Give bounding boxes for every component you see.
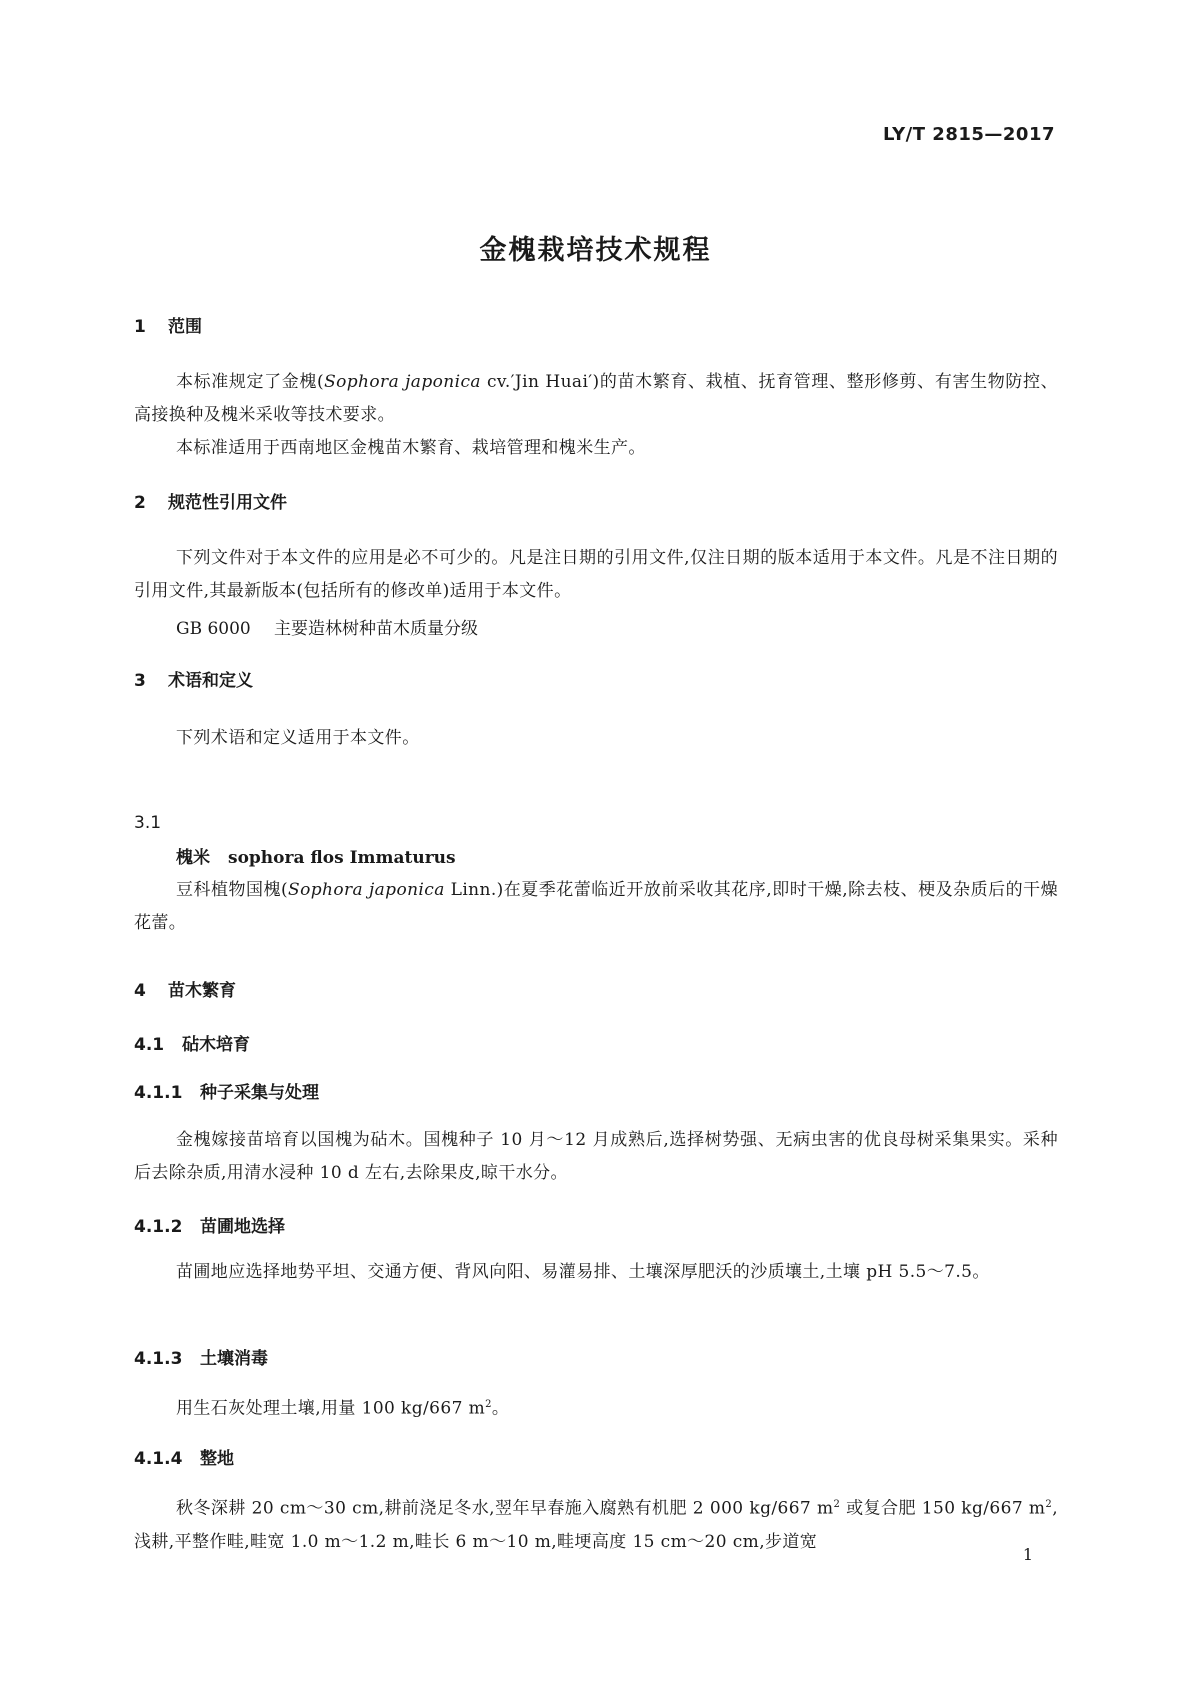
section-number: 4.1.3 [134,1349,183,1369]
section-title: 苗圃地选择 [200,1217,285,1237]
section-number: 4.1.2 [134,1217,183,1237]
section-1-paragraph-2: 本标准适用于西南地区金槐苗木繁育、栽培管理和槐米生产。 [176,438,646,458]
section-4-1-4-heading [134,1444,234,1469]
section-title: 术语和定义 [168,671,253,691]
latin-name: Sophora japonica [288,880,445,900]
normative-reference [176,614,478,639]
section-2-heading [134,488,287,513]
section-4-1-4-paragraph: 秋冬深耕 20 cm～30 cm,耕前浇足冬水,翌年早春施入腐熟有机肥 2 000 kg/667 $m^2$ 或复合肥 150 kg/667 $m^2$,浅耕,平整作畦,畦宽 1.0 m～1.2 m,畦长 6 m～10 m,畦埂高度 15 cm～20 cm,步道宽 [134,1498,1058,1552]
section-title: 种子采集与处理 [200,1083,319,1103]
section-title: 砧木培育 [182,1035,250,1055]
section-number: 4.1 [134,1035,165,1055]
section-4-1-heading [134,1030,250,1055]
latin-name: Sophora japonica [324,372,481,392]
section-number: 3 [134,671,146,691]
section-number: 4.1.4 [134,1449,183,1469]
reference-title: 主要造林树种苗木质量分级 [274,619,478,639]
section-number: 4 [134,981,146,1001]
section-4-1-2-heading [134,1212,285,1237]
section-4-1-1-paragraph: 金槐嫁接苗培育以国槐为砧木。国槐种子 10 月～12 月成熟后,选择树势强、无病虫害的优良母树采集果实。采种后去除杂质,用清水浸种 10 d 左右,去除果皮,晾干水分。 [134,1130,1058,1183]
section-2-paragraph-1: 下列文件对于本文件的应用是必不可少的。凡是注日期的引用文件,仅注日期的版本适用于本文件。凡是不注日期的引用文件,其最新版本(包括所有的修改单)适用于本文件。 [134,548,1058,601]
section-title: 苗木繁育 [168,981,236,1001]
section-1-paragraph-1: 本标准规定了金槐(Sophora japonica cv.′Jin Huai′)的苗木繁育、栽植、抚育管理、整形修剪、有害生物防控、高接换种及槐米采收等技术要求。 [134,372,1059,425]
term-definition: 豆科植物国槐(Sophora japonica Linn.)在夏季花蕾临近开放前采收其花序,即时干燥,除去枝、梗及杂质后的干燥花蕾。 [134,880,1059,933]
section-4-1-3-paragraph: 用生石灰处理土壤,用量 100 kg/667 $m^2$。 [176,1398,510,1419]
standard-number: LY/T 2815—2017 [882,124,1055,145]
section-title: 规范性引用文件 [168,493,287,513]
section-4-1-1-heading [134,1078,319,1103]
section-title: 整地 [200,1449,234,1469]
reference-code: GB 6000 [176,619,251,639]
section-title: 土壤消毒 [200,1349,268,1369]
term-chinese: 槐米 [176,848,210,868]
page-number: 1 [1022,1545,1033,1564]
section-3-heading [134,666,253,691]
section-title: 范围 [168,317,202,337]
term-english: sophora flos Immaturus [228,848,456,868]
document-title: 金槐栽培技术规程 [479,235,712,266]
term-name [176,843,456,868]
section-4-1-2-paragraph: 苗圃地应选择地势平坦、交通方便、背风向阳、易灌易排、土壤深厚肥沃的沙质壤土,土壤 pH 5.5～7.5。 [176,1262,990,1282]
section-number: 4.1.1 [134,1083,183,1103]
section-number: 2 [134,493,146,513]
section-number: 1 [134,317,146,337]
section-4-1-3-heading [134,1344,268,1369]
section-3-paragraph-1: 下列术语和定义适用于本文件。 [176,728,420,748]
term-number: 3.1 [134,813,162,833]
section-1-heading [134,312,202,337]
section-4-heading [134,976,236,1001]
